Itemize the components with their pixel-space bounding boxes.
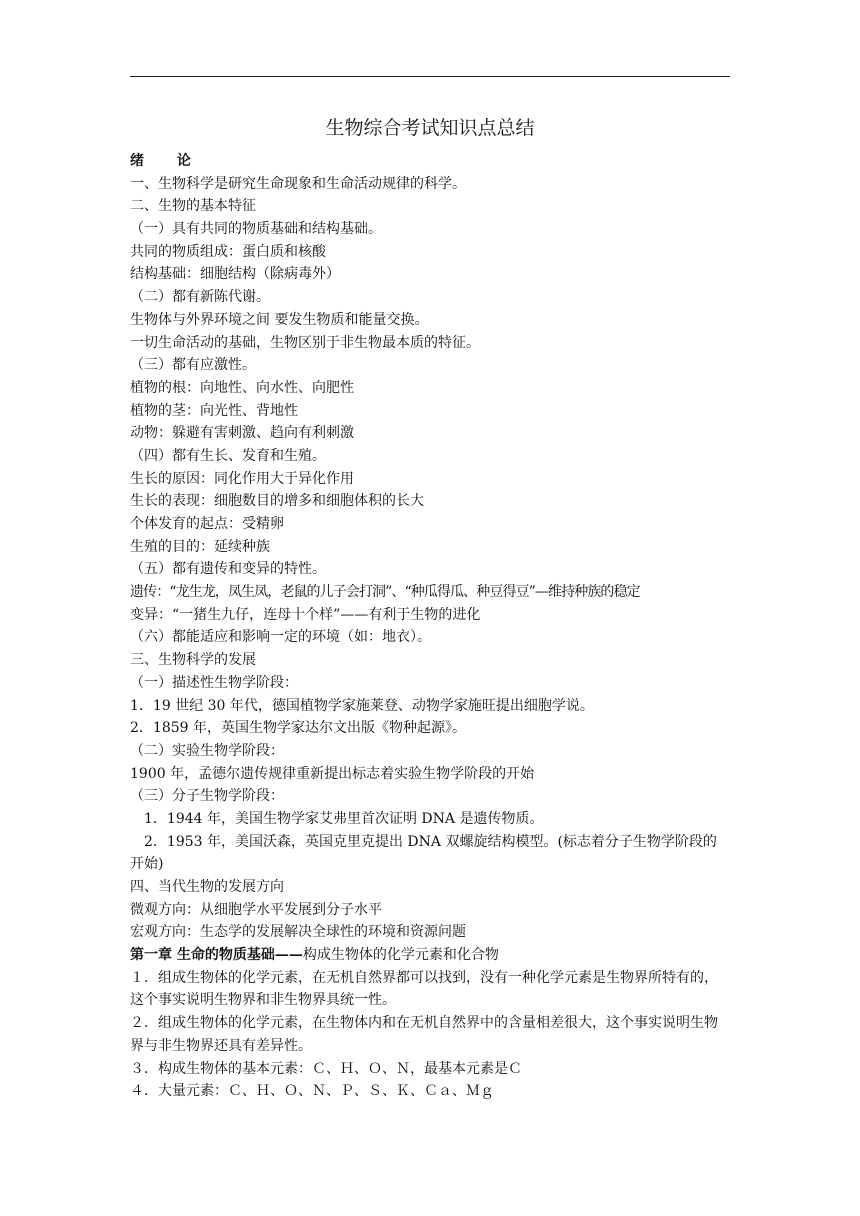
paragraph-line: 一、生物科学是研究生命现象和生命活动规律的科学。 [130,175,466,192]
document-title: 生物综合考试知识点总结 [325,117,535,139]
paragraph-line: ３．构成生物体的基本元素：Ｃ、Ｈ、Ｏ、Ｎ，最基本元素是Ｃ [130,1060,522,1077]
chapter-heading-rest: 构成生物体的化学元素和化合物 [302,947,499,964]
paragraph-line: 一切生命活动的基础，生物区别于非生物最本质的特征。 [130,334,480,351]
paragraph-line: 生长的原因：同化作用大于异化作用 [130,470,354,487]
paragraph-line: ４．大量元素：Ｃ、Ｈ、Ｏ、Ｎ、Ｐ、Ｓ、Ｋ、Ｃａ、Ｍｇ [130,1083,494,1100]
paragraph-line: 动物：躲避有害刺激、趋向有利刺激 [130,425,354,442]
paragraph-line: 宏观方向：生态学的发展解决全球性的环境和资源问题 [130,924,466,941]
paragraph-line: 植物的茎：向光性、背地性 [130,402,298,419]
paragraph-line: 植物的根：向地性、向水性、向肥性 [130,379,354,396]
paragraph-line: （三）都有应激性。 [130,357,256,374]
paragraph-line: （一）描述性生物学阶段： [130,674,298,691]
document-body [130,150,730,1103]
paragraph-line: 三、生物科学的发展 [130,652,256,669]
paragraph-line: 结构基础：细胞结构（除病毒外） [130,266,340,283]
header-rule [130,76,730,77]
paragraph-line: ２．组成生物体的化学元素，在生物体内和在无机自然界中的含量相差很大，这个事实说明生物界与非生物界还具有差异性。 [130,1015,718,1054]
chapter-heading-bold: 第一章 生命的物质基础—— [130,947,303,964]
paragraph-line: 生殖的目的：延续种族 [130,538,270,555]
paragraph-line: （四）都有生长、发育和生殖。 [130,447,326,464]
paragraph-line: 二、生物的基本特征 [130,198,256,215]
paragraph-line: 1900 年，孟德尔遗传规律重新提出标志着实验生物学阶段的开始 [130,765,535,782]
paragraph-line: 遗传：“龙生龙，凤生凤，老鼠的儿子会打洞”、“种瓜得瓜、种豆得豆”—维持种族的稳定 [130,584,640,601]
paragraph-line: 共同的物质组成：蛋白质和核酸 [130,243,326,260]
paragraph-line: 变异：“一猪生九仔，连母十个样”——有利于生物的进化 [130,606,481,623]
paragraph-line: 个体发育的起点：受精卵 [130,516,284,532]
paragraph-line: （一）具有共同的物质基础和结构基础。 [130,221,382,238]
paragraph-line: （六）都能适应和影响一定的环境（如：地衣）。 [130,629,431,646]
paragraph-line: 2．1859 年，英国生物学家达尔文出版《物种起源》。 [130,720,466,737]
paragraph-line: 生长的表现：细胞数目的增多和细胞体积的长大 [130,493,424,510]
paragraph-line: 四、当代生物的发展方向 [130,879,284,896]
paragraph-line: （二）实验生物学阶段： [130,742,284,759]
paragraph-line: （五）都有遗传和变异的特性。 [130,561,326,578]
paragraph-line: １．组成生物体的化学元素，在无机自然界都可以找到，没有一种化学元素是生物界所特有的，这个事实说明生物界和非生物界具统一性。 [130,969,718,1009]
paragraph-line: 微观方向：从细胞学水平发展到分子水平 [130,901,382,918]
paragraph-line: （二）都有新陈代谢。 [130,289,270,306]
paragraph-line: （三）分子生物学阶段： [130,788,284,805]
paragraph-line: 2．1953 年，美国沃森，英国克里克提出 DNA 双螺旋结构模型。(标志着分子生物学阶段的开始) [130,833,717,873]
section-heading-intro: 绪 论 [130,153,205,169]
paragraph-line: 1．1944 年，美国生物学家艾弗里首次证明 DNA 是遗传物质。 [144,810,544,827]
paragraph-line: 1．19 世纪 30 年代，德国植物学家施莱登、动物学家施旺提出细胞学说。 [130,697,594,714]
paragraph-line: 生物体与外界环境之间 要发生物质和能量交换。 [130,311,429,328]
chapter-heading [130,944,730,967]
